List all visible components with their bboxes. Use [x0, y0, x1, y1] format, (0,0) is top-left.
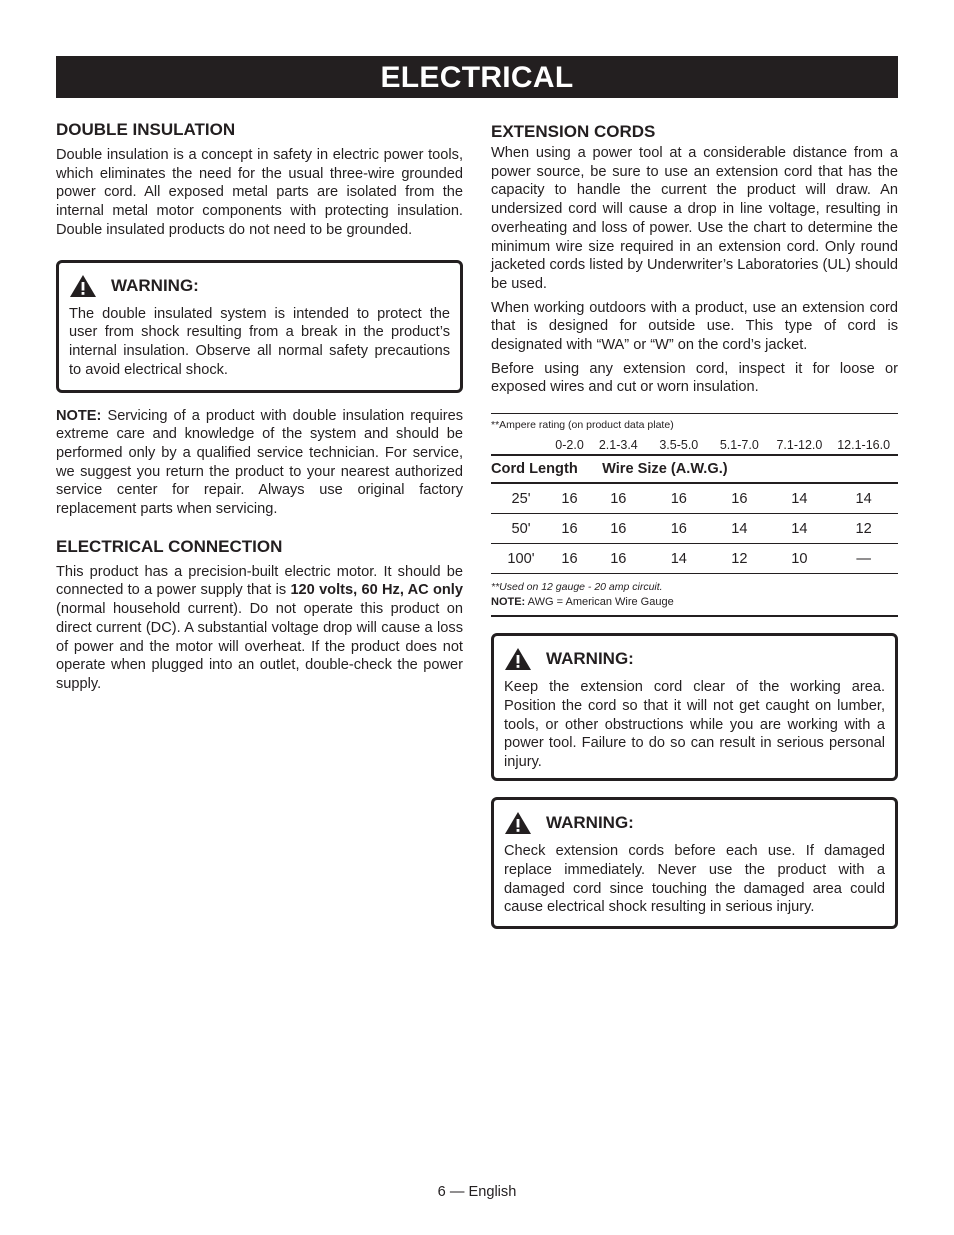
warning-header: [69, 273, 450, 299]
range-cell: 0-2.0: [555, 438, 584, 453]
double-insulation-text: Double insulation is a concept in safety in electric power tools, which eliminates the need for the usual three-wire grounded power cord. All exposed metal parts are isolated from the internal metal motor components with protecting insulation. Double insulated products do not need to be grounded.: [56, 147, 463, 238]
gauge-cell: 16: [709, 483, 770, 514]
cord-length-cell: 25': [491, 483, 551, 514]
extension-cords-p2: When working outdoors with a product, use an extension cord that is designed for outside use. This type of cord is designated with “WA” or “W” on the cord’s jacket.: [491, 299, 898, 354]
section-title: ELECTRICAL: [380, 61, 574, 94]
table-row: [491, 483, 898, 514]
warning-triangle-icon: [504, 811, 532, 835]
gauge-footnote: **Used on 12 gauge - 20 amp circuit.: [491, 581, 663, 594]
wire-size-header: Wire Size (A.W.G.): [588, 455, 770, 483]
gauge-cell: 16: [649, 514, 710, 544]
page-footer: 6 — English: [437, 1184, 517, 1200]
warning-header: [504, 810, 885, 836]
cord-length-cell: 100': [491, 544, 551, 574]
gauge-cell: 14: [829, 483, 898, 514]
connection-text-pre: This product has a precision-built electric motor. It should be connected to a power supply that is: [56, 563, 463, 599]
range-cell: 3.5-5.0: [659, 438, 699, 453]
note-text: Servicing of a product with double insulation requires extreme care and knowledge of the system and should be performed only by a qualified service technician. For service, we suggest you return the product to your nearest authorized service center for repair. Always use original factory replacement parts when servicing.: [56, 407, 463, 518]
extension-cords-heading: EXTENSION CORDS: [491, 122, 656, 141]
wire-gauge-table: [491, 413, 898, 617]
section-title-banner: [56, 56, 898, 98]
gauge-cell: 16: [588, 514, 649, 544]
gauge-cell: 14: [709, 514, 770, 544]
note-label: NOTE:: [56, 407, 102, 424]
warning-text: Check extension cords before each use. If damaged replace immediately. Never use the product with a damaged cord since touching the damaged area could cause electrical shock resulting in serious injury.: [504, 843, 885, 916]
gauge-cell: 10: [770, 544, 830, 574]
warning-box-double-insulation: [56, 260, 463, 393]
table-row: [491, 514, 898, 544]
warning-box-cord-check: [491, 797, 898, 929]
extension-cords-p1: When using a power tool at a considerable distance from a power source, be sure to use an extension cord that has the capacity to handle the current the product will draw. An undersized cord will cause a drop in line voltage, resulting in overheating and loss of power. Use the chart to determine the minimum wire size required in an extension cord. Only round jacketed cords listed by Underwriter’s Laboratories (UL) should be used.: [491, 145, 898, 292]
gauge-cell: —: [829, 544, 898, 574]
cord-length-cell: 50': [491, 514, 551, 544]
electrical-connection-text: [56, 563, 463, 694]
gauge-cell: 16: [588, 544, 649, 574]
warning-triangle-icon: [69, 274, 97, 298]
warning-box-work-area: [491, 633, 898, 781]
warning-header: [504, 646, 885, 672]
electrical-connection-heading: ELECTRICAL CONNECTION: [56, 536, 283, 556]
table-footnotes: [491, 574, 898, 615]
gauge-cell: 16: [649, 483, 710, 514]
warning-text: The double insulated system is intended to protect the user from shock resulting from a break in the product’s internal insulation. Observe all normal safety precautions to avoid electrical shock.: [69, 305, 450, 378]
ampere-rating-note: **Ampere rating (on product data plate): [491, 419, 674, 432]
connection-text-post: (normal household current). Do not operate this product on direct current (DC). A substantial voltage drop will cause a loss of power and the motor will overheat. If the product does not operate when plugged into an outlet, double-check the power supply.: [56, 601, 463, 692]
gauge-cell: 12: [709, 544, 770, 574]
gauge-cell: 14: [649, 544, 710, 574]
cord-length-header: Cord Length: [491, 455, 588, 483]
ampere-range-row: [491, 436, 898, 455]
table-header-row: [491, 455, 898, 483]
double-insulation-heading: DOUBLE INSULATION: [56, 120, 236, 139]
warning-title: WARNING:: [546, 813, 634, 833]
gauge-cell: 12: [829, 514, 898, 544]
left-column: [56, 120, 463, 694]
range-cell: 7.1-12.0: [776, 438, 823, 453]
gauge-cell: 16: [551, 544, 588, 574]
gauge-cell: 16: [551, 483, 588, 514]
extension-cords-p3: Before using any extension cord, inspect it for loose or exposed wires and cut or worn insulation.: [491, 360, 898, 396]
warning-text: Keep the extension cord clear of the working area. Position the cord so that it will not get caught on lumber, tools, or other obstructions while you are working with a power tool. Failure to do so can result in serious personal injury.: [504, 679, 885, 770]
note-paragraph: [56, 407, 463, 519]
awg-table: [491, 436, 898, 574]
gauge-cell: 14: [770, 483, 830, 514]
warning-title: WARNING:: [546, 649, 634, 669]
gauge-cell: 16: [551, 514, 588, 544]
table-row: [491, 544, 898, 574]
range-cell: 12.1-16.0: [837, 438, 891, 453]
right-column: [491, 122, 898, 929]
gauge-cell: 14: [770, 514, 830, 544]
awg-note-text: AWG = American Wire Gauge: [525, 596, 674, 609]
warning-title: WARNING:: [111, 275, 199, 295]
range-cell: 2.1-3.4: [598, 438, 638, 453]
power-requirement: 120 volts, 60 Hz, AC only: [290, 582, 463, 599]
warning-triangle-icon: [504, 647, 532, 671]
range-cell: 5.1-7.0: [719, 438, 759, 453]
awg-note-label: NOTE:: [491, 596, 526, 609]
gauge-cell: 16: [588, 483, 649, 514]
